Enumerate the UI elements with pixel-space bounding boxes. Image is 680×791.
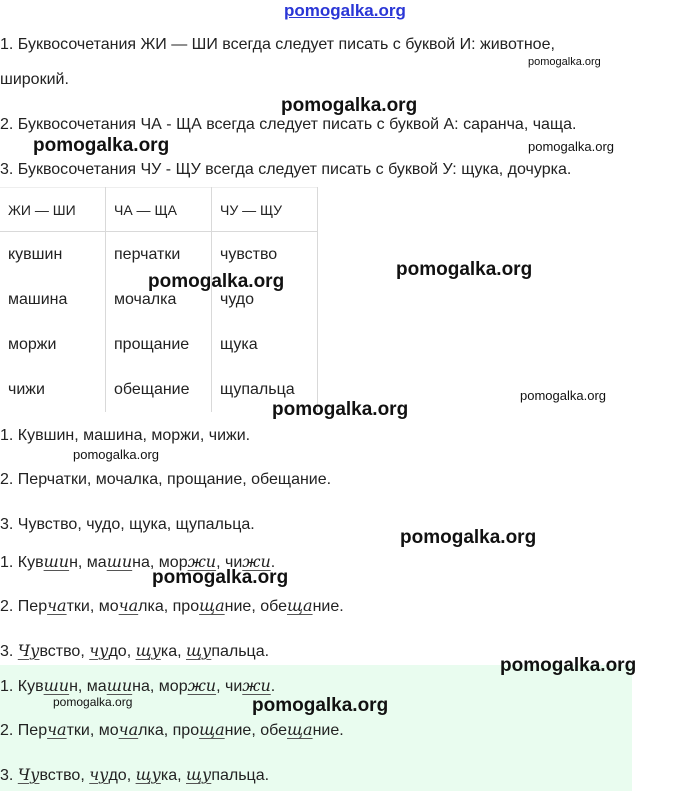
text-segment: пальца. <box>211 767 270 784</box>
table-cell: щука <box>212 322 318 367</box>
text-segment: лка, про <box>138 598 200 615</box>
marked-line-3 <box>0 641 269 661</box>
text-segment: 3. <box>0 643 18 660</box>
text-segment: 3. <box>0 767 18 784</box>
highlighted-syllable: жи <box>242 552 271 571</box>
text-segment: до, <box>108 767 136 784</box>
text-segment: вство, <box>39 643 90 660</box>
watermark-link[interactable]: pomogalka.org <box>284 1 406 20</box>
highlighted-syllable: Чу <box>17 641 40 660</box>
table-cell: чижи <box>0 367 106 412</box>
text-segment: ка, <box>160 643 187 660</box>
text-segment: тки, мо <box>66 598 119 615</box>
highlighted-line-2 <box>0 720 344 740</box>
table-cell: перчатки <box>106 232 212 278</box>
text-segment: вство, <box>39 767 90 784</box>
rule-2: 2. Буквосочетания ЧА - ЩА всегда следует писать с буквой А: саранча, чаща. <box>0 116 577 133</box>
highlighted-syllable: ши <box>43 552 70 571</box>
letter-combinations-table <box>0 187 318 412</box>
watermark: pomogalka.org <box>33 135 170 156</box>
text-segment: на, мор <box>132 554 188 571</box>
text-segment: лка, про <box>138 722 200 739</box>
rule-1-line-2: широкий. <box>0 71 69 88</box>
rule-1-line-1: 1. Буквосочетания ЖИ — ШИ всегда следует писать с буквой И: животное, <box>0 36 555 53</box>
table-cell: кувшин <box>0 232 106 278</box>
text-segment: тки, мо <box>66 722 119 739</box>
highlighted-syllable: жи <box>187 552 217 571</box>
highlighted-syllable: ча <box>47 720 67 739</box>
table-header-row <box>0 188 318 232</box>
table-cell: обещание <box>106 367 212 412</box>
table-cell: щупальца <box>212 367 318 412</box>
highlighted-syllable: ча <box>118 720 139 739</box>
table-row <box>0 322 318 367</box>
watermark: pomogalka.org <box>528 139 614 154</box>
table-cell: чувство <box>212 232 318 278</box>
watermark: pomogalka.org <box>152 567 289 588</box>
watermark: pomogalka.org <box>252 695 389 716</box>
highlighted-syllable: ща <box>287 596 313 615</box>
text-segment: ка, <box>160 767 187 784</box>
highlighted-syllable: щу <box>135 765 161 784</box>
rule-3: 3. Буквосочетания ЧУ - ЩУ всегда следует писать с буквой У: щука, дочурка. <box>0 161 572 178</box>
marked-line-2 <box>0 596 344 616</box>
text-segment: ние. <box>312 722 344 739</box>
watermark: pomogalka.org <box>148 271 285 292</box>
table-cell: мочалка <box>106 277 212 322</box>
text-segment: ние, обе <box>224 598 287 615</box>
text-segment: 1. Кув <box>0 678 44 695</box>
watermark: pomogalka.org <box>396 259 533 280</box>
watermark: pomogalka.org <box>520 388 606 403</box>
highlighted-syllable: ши <box>106 676 133 695</box>
text-segment: 2. Пер <box>0 722 48 739</box>
highlighted-line-1 <box>0 676 275 696</box>
text-segment: ние. <box>312 598 344 615</box>
watermark: pomogalka.org <box>500 655 637 676</box>
highlighted-line-3 <box>0 765 269 785</box>
highlighted-syllable: чу <box>89 641 109 660</box>
highlighted-syllable: жи <box>242 676 271 695</box>
table-header-cell: ЖИ — ШИ <box>0 188 106 232</box>
table-cell: машина <box>0 277 106 322</box>
text-segment: , чи <box>216 554 243 571</box>
highlighted-syllable: чу <box>89 765 109 784</box>
watermark: pomogalka.org <box>53 695 133 709</box>
highlighted-syllable: ща <box>287 720 313 739</box>
highlighted-syllable: Чу <box>17 765 40 784</box>
watermark: pomogalka.org <box>400 527 537 548</box>
table-cell: чудо <box>212 277 318 322</box>
table-row <box>0 367 318 412</box>
text-segment: ние, обе <box>224 722 287 739</box>
highlighted-syllable: ши <box>106 552 133 571</box>
text-segment: пальца. <box>211 643 270 660</box>
highlighted-syllable: жи <box>187 676 217 695</box>
answer-1: 1. Кувшин, машина, моржи, чижи. <box>0 427 251 444</box>
table-header-cell: ЧУ — ЩУ <box>212 188 318 232</box>
answer-3: 3. Чувство, чудо, щука, щупальца. <box>0 516 255 533</box>
text-segment: н, ма <box>69 678 107 695</box>
answer-2: 2. Перчатки, мочалка, прощание, обещание. <box>0 471 332 488</box>
text-segment: н, ма <box>69 554 107 571</box>
text-segment: , чи <box>216 678 243 695</box>
highlighted-syllable: ща <box>199 596 225 615</box>
table-cell: прощание <box>106 322 212 367</box>
watermark: pomogalka.org <box>272 399 409 420</box>
highlighted-syllable: ча <box>118 596 139 615</box>
watermark: pomogalka.org <box>73 447 159 462</box>
text-segment: . <box>270 678 276 695</box>
text-segment: 2. Пер <box>0 598 48 615</box>
highlighted-syllable: ща <box>199 720 225 739</box>
text-segment: до, <box>108 643 136 660</box>
text-segment: на, мор <box>132 678 188 695</box>
watermark: pomogalka.org <box>528 56 601 68</box>
highlighted-syllable: щу <box>135 641 161 660</box>
highlighted-syllable: щу <box>186 765 212 784</box>
highlighted-syllable: щу <box>186 641 212 660</box>
highlighted-syllable: ши <box>43 676 70 695</box>
highlighted-syllable: ча <box>47 596 67 615</box>
text-segment: . <box>270 554 276 571</box>
table-header-cell: ЧА — ЩА <box>106 188 212 232</box>
table-cell: моржи <box>0 322 106 367</box>
watermark: pomogalka.org <box>281 95 418 116</box>
text-segment: 1. Кув <box>0 554 44 571</box>
